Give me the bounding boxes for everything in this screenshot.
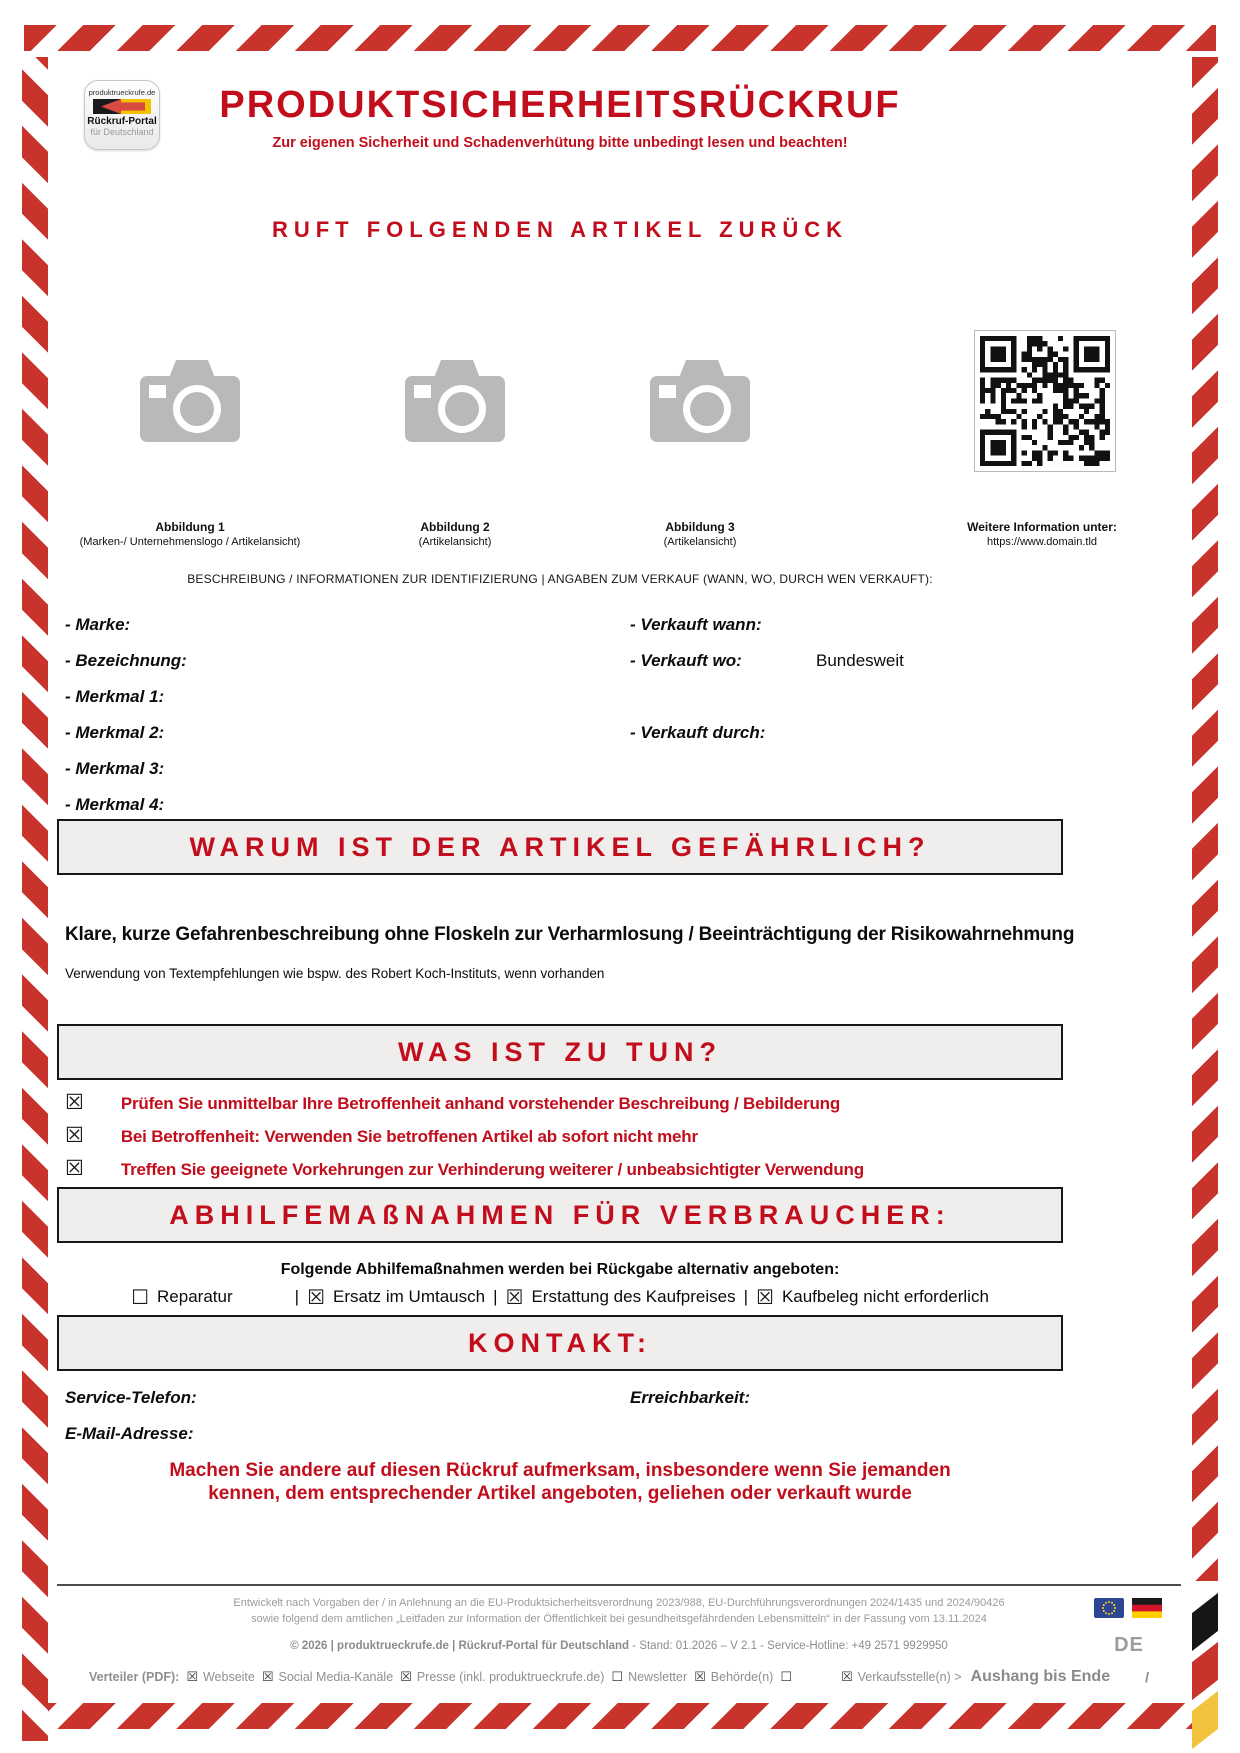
distribution-label: Verteiler (PDF):	[89, 1670, 180, 1684]
dist-item-behoerden	[694, 1670, 773, 1684]
verkauft-wo-value: Bundesweit	[816, 651, 904, 670]
action-text: Prüfen Sie unmittelbar Ihre Betroffenheit anhand vorstehender Beschreibung / Bebilderung	[120, 1094, 841, 1113]
posting-note: Aushang bis Ende	[970, 1668, 1111, 1685]
checkbox-checked-icon[interactable]: ☒	[65, 1090, 84, 1114]
germany-stripe-black-icon	[1192, 1593, 1218, 1651]
field-label-merkmal-1: - Merkmal 1:	[65, 687, 165, 706]
germany-stripe-red-icon	[1192, 1642, 1218, 1700]
image-caption-3	[570, 520, 830, 549]
remedy-options-row	[57, 1287, 1063, 1307]
share-notice	[57, 1459, 1063, 1505]
section-banner-danger: WARUM IST DER ARTIKEL GEFÄHRLICH?	[57, 819, 1063, 875]
checkbox-checked-icon[interactable]: ☒	[840, 1669, 853, 1685]
checkbox-checked-icon[interactable]: ☒	[756, 1285, 774, 1309]
caption-title: Abbildung 2	[420, 520, 490, 534]
germany-stripe-yellow-icon	[1192, 1691, 1218, 1749]
danger-description: Klare, kurze Gefahrenbeschreibung ohne Floskeln zur Verharmlosung / Beeinträchtigung der Risikowahrnehmung	[65, 924, 1075, 945]
footer-legal-line-1: Entwickelt nach Vorgaben der / in Anlehnung an die EU-Produktsicherheitsverordnung 2023/988, EU-Durchführungsverordnungen 2024/1435 und 2024/90426	[233, 1597, 1005, 1609]
field-label-verkauft-durch: - Verkauft durch:	[630, 723, 766, 742]
dist-item-webseite	[186, 1670, 255, 1684]
caption-subtitle: (Artikelansicht)	[663, 536, 737, 548]
checkbox-unchecked-icon[interactable]: ☐	[611, 1669, 624, 1685]
separator: |	[493, 1287, 498, 1306]
remedy-label-reparatur: Reparatur	[157, 1287, 233, 1306]
hazard-stripe-border-top	[24, 25, 1216, 51]
remedy-label-erstattung: Erstattung des Kaufpreises	[531, 1287, 736, 1306]
dist-item-label: Verkaufsstelle(n) >	[857, 1670, 962, 1684]
camera-icon	[400, 352, 510, 447]
separator: |	[743, 1287, 748, 1306]
dist-item-social-media	[262, 1670, 393, 1684]
action-item-3	[65, 1158, 864, 1180]
image-caption-2	[325, 520, 585, 549]
germany-flag-icon	[1132, 1598, 1162, 1618]
copyright-rest: - Stand: 01.2026 – V 2.1 - Service-Hotline: +49 2571 9929950	[629, 1640, 948, 1652]
checkbox-checked-icon[interactable]: ☒	[400, 1669, 412, 1685]
checkbox-checked-icon[interactable]: ☒	[505, 1285, 524, 1309]
camera-icon	[645, 352, 755, 447]
checkbox-checked-icon[interactable]: ☒	[261, 1669, 274, 1685]
hazard-stripe-border-bottom	[24, 1703, 1216, 1729]
footer-flags	[1094, 1598, 1162, 1618]
recall-headline: RUFT FOLGENDEN ARTIKEL ZURÜCK	[271, 217, 849, 242]
dist-item-label: Webseite	[202, 1670, 255, 1684]
hazard-stripe-border-right	[1192, 57, 1218, 1741]
footer-copyright	[57, 1640, 1181, 1652]
remedy-label-ersatz: Ersatz im Umtausch	[333, 1287, 486, 1306]
action-item-2	[65, 1125, 698, 1147]
country-code: DE	[1114, 1634, 1144, 1656]
contact-email-label: E-Mail-Adresse:	[65, 1424, 194, 1443]
dist-item-label: Presse (inkl. produktrueckrufe.de)	[416, 1670, 605, 1684]
page-subtitle: Zur eigenen Sicherheit und Schadenverhütung bitte unbedingt lesen und beachten!	[272, 135, 848, 151]
caption-title: Abbildung 1	[155, 520, 225, 534]
eu-flag-icon	[1094, 1598, 1124, 1618]
checkbox-checked-icon[interactable]: ☒	[186, 1669, 198, 1685]
field-label-bezeichnung: - Bezeichnung:	[65, 651, 187, 670]
checkbox-checked-icon[interactable]: ☒	[65, 1156, 84, 1180]
footer-divider	[57, 1584, 1181, 1586]
dist-item-verkaufsstellen	[841, 1670, 962, 1684]
section-banner-remedies: ABHILFEMAßNAHMEN FÜR VERBRAUCHER:	[57, 1187, 1063, 1243]
separator: |	[294, 1287, 300, 1306]
dist-item-newsletter	[611, 1670, 687, 1684]
checkbox-checked-icon[interactable]: ☒	[694, 1669, 706, 1685]
footer-legal-line-2: sowie folgend dem amtlichen „Leitfaden zur Information der Öffentlichkeit bei gesundheitsgefährdenden Lebensmitteln“ in der Fassung vom 13.11.2024	[251, 1613, 987, 1625]
remedies-intro: Folgende Abhilfemaßnahmen werden bei Rückgabe alternativ angeboten:	[280, 1261, 840, 1278]
qr-code-icon	[974, 330, 1116, 472]
action-text: Treffen Sie geeignete Vorkehrungen zur Verhinderung weiterer / unbeabsichtigter Verwendung	[120, 1160, 864, 1179]
dist-item-label: Behörde(n)	[710, 1670, 774, 1684]
caption-title: Weitere Information unter:	[967, 520, 1117, 534]
field-label-verkauft-wo: - Verkauft wo:	[630, 651, 742, 670]
page-title: PRODUKTSICHERHEITSRÜCKRUF	[219, 84, 901, 126]
danger-note: Verwendung von Textempfehlungen wie bspw. des Robert Koch-Instituts, wenn vorhanden	[65, 966, 605, 981]
field-label-marke: - Marke:	[65, 615, 131, 634]
caption-title: Abbildung 3	[665, 520, 735, 534]
contact-availability-label: Erreichbarkeit:	[630, 1388, 750, 1407]
action-text: Bei Betroffenheit: Verwenden Sie betroffenen Artikel ab sofort nicht mehr	[120, 1127, 698, 1146]
checkbox-unchecked-icon[interactable]: ☐	[780, 1669, 792, 1685]
contact-phone-label: Service-Telefon:	[65, 1388, 197, 1407]
caption-subtitle: (Marken-/ Unternehmenslogo / Artikelansicht)	[79, 536, 301, 548]
image-caption-1	[60, 520, 320, 549]
caption-subtitle: (Artikelansicht)	[418, 536, 492, 548]
camera-icon	[135, 352, 245, 447]
logo-region-text: für Deutschland	[90, 127, 154, 137]
remedy-label-kaufbeleg: Kaufbeleg nicht erforderlich	[781, 1287, 989, 1306]
logo-name-text: Rückruf-Portal	[87, 116, 157, 127]
dist-item-presse	[400, 1670, 604, 1684]
field-label-merkmal-2: - Merkmal 2:	[65, 723, 165, 742]
dist-item-label: Newsletter	[628, 1670, 688, 1684]
posting-suffix: /	[1145, 1669, 1149, 1685]
checkbox-checked-icon[interactable]: ☒	[65, 1123, 84, 1147]
field-label-merkmal-3: - Merkmal 3:	[65, 759, 165, 778]
distribution-row	[57, 1668, 1181, 1686]
logo-domain-text: produktrueckrufe.de	[88, 88, 156, 97]
description-heading: BESCHREIBUNG / INFORMATIONEN ZUR IDENTIFIZIERUNG | ANGABEN ZUM VERKAUF (WANN, WO, DURCH WEN VERKAUFT):	[187, 572, 933, 586]
more-info-url[interactable]: https://www.domain.tld	[986, 536, 1098, 548]
section-banner-actions: WAS IST ZU TUN?	[57, 1024, 1063, 1080]
field-label-merkmal-4: - Merkmal 4:	[65, 795, 165, 814]
hazard-stripe-border-left	[22, 57, 48, 1741]
dist-item-label: Social Media-Kanäle	[278, 1670, 394, 1684]
checkbox-unchecked-icon[interactable]: ☐	[131, 1285, 150, 1309]
action-item-1	[65, 1092, 840, 1114]
section-banner-contact: KONTAKT:	[57, 1315, 1063, 1371]
field-label-verkauft-wann: - Verkauft wann:	[630, 615, 762, 634]
dist-item-empty	[780, 1671, 792, 1684]
checkbox-checked-icon[interactable]: ☒	[307, 1285, 325, 1309]
share-notice-text: Machen Sie andere auf diesen Rückruf aufmerksam, insbesondere wenn Sie jemanden kennen, dem entsprechender Artikel angeboten, geliehen oder verkauft wurde	[169, 1460, 951, 1504]
qr-caption	[912, 520, 1172, 549]
copyright-bold: © 2026 | produktrueckrufe.de | Rückruf-Portal für Deutschland	[290, 1640, 630, 1652]
